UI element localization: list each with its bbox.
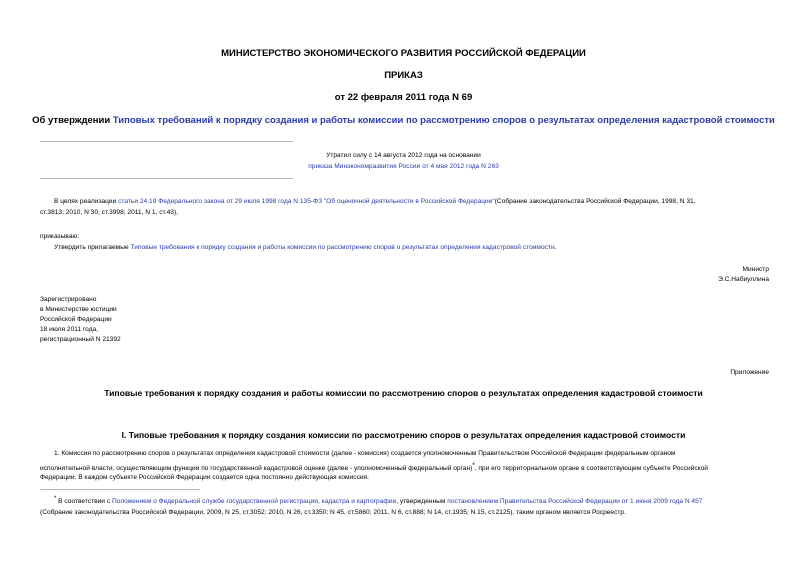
divider: [40, 141, 293, 142]
doc-title: [0, 115, 807, 126]
intro-paragraph-line2: ст.3813; 2010, N 30, ст.3998; 2011, N 1, ст.43),: [40, 209, 178, 216]
appendix-label: Приложение: [730, 369, 769, 376]
intro-suffix: (Собрание законодательства Российской Федерации, 1998, N 31,: [494, 198, 696, 205]
footnote-ref-link[interactable]: *: [472, 463, 475, 469]
registration-line: Зарегистрировано: [40, 296, 97, 303]
approve-paragraph: [54, 243, 556, 253]
approve-prefix: Утвердить прилагаемые: [54, 244, 131, 251]
ministry-heading: МИНИСТЕРСТВО ЭКОНОМИЧЕСКОГО РАЗВИТИЯ РОССИЙСКОЙ ФЕДЕРАЦИИ: [221, 48, 586, 59]
appendix-title: Типовые требования к порядку создания и работы комиссии по рассмотрению споров о результатах определения кадастровой стоимости: [104, 388, 703, 398]
footnote-mark: *: [54, 496, 57, 502]
intro-paragraph-line1: [54, 197, 774, 207]
item1-line2-rest: , при его территориальном органе в соответствующем субъекте Российской: [474, 465, 708, 473]
item1-line3: Федерации. В каждом субъекте Российской Федерации создается одна постоянно действующая комиссия.: [40, 474, 369, 481]
footnote-line1: [54, 494, 702, 507]
section-title: I. Типовые требования к порядку создания комиссии по рассмотрению споров о результатах определения кадастровой стоимости: [121, 430, 686, 440]
doc-title-link[interactable]: Типовых требований к порядку создания и работы комиссии по рассмотрению споров о результатах определения кадастровой стоимости: [112, 115, 775, 126]
registration-line: 18 июля 2011 года,: [40, 326, 99, 333]
approve-suffix: .: [554, 244, 557, 251]
footnote-middle: , утвержденным: [396, 498, 448, 506]
item1-line1: [40, 449, 768, 459]
status-note-line2: [0, 162, 807, 172]
order-word: приказываю:: [40, 233, 80, 240]
decree-link[interactable]: постановлением Правительства Российской Федерации от 1 июня 2009 года N 457: [447, 498, 703, 506]
registration-line: в Министерстве юстиции: [40, 306, 117, 313]
law-link[interactable]: статьи 24.19 Федерального закона от 29 июля 1998 года N 135-ФЗ "Об оценочной деятельности в Российской Федерации": [118, 198, 495, 205]
registration-block: [40, 295, 121, 345]
item1-line2-text: исполнительной власти, осуществляющим функции по государственной кадастровой оценке (далее - уполномоченный федеральный орган): [40, 465, 473, 473]
signature-position: Министр: [742, 266, 769, 273]
requirements-link[interactable]: Типовые требования к порядку создания и работы комиссии по рассмотрению споров о результатах определения кадастровой стоимости: [130, 244, 555, 251]
footnote-line2: (Собрание законодательства Российской Федерации, 2009, N 25, ст.3052; 2010, N 26, ст.3350; N 45, ст.5860; 2011, N 6, ст.888; N 14, ст.1935; N 15, ст.2125), таким органом является Росреестр.: [40, 509, 626, 516]
signature-name: Э.С.Набиуллина: [718, 276, 769, 283]
divider: [40, 178, 293, 179]
status-note-link[interactable]: приказа Минэкономразвития России от 4 мая 2012 года N 263: [308, 163, 499, 170]
registration-line: Российской Федерации: [40, 316, 112, 323]
footnote-prefix: В соответствии с: [56, 498, 112, 506]
intro-prefix: В целях реализации: [54, 198, 119, 205]
regulation-link[interactable]: Положением о Федеральной службе государственной регистрации, кадастра и картографии: [111, 498, 397, 506]
doc-title-prefix: Об утверждении: [32, 115, 113, 126]
status-note-line1: Утратил силу с 14 августа 2012 года на основании: [326, 152, 481, 159]
doc-type-heading: ПРИКАЗ: [384, 70, 423, 81]
registration-line: регистрационный N 21392: [40, 336, 121, 343]
doc-date-number: от 22 февраля 2011 года N 69: [334, 92, 473, 103]
item1-text: 1. Комиссия по рассмотрению споров о результатах определения кадастровой стоимости (далее - комиссия) создается уполномоченным Правительством Российской Федерации федеральным органом: [54, 450, 676, 457]
footnote-divider: [40, 489, 200, 490]
